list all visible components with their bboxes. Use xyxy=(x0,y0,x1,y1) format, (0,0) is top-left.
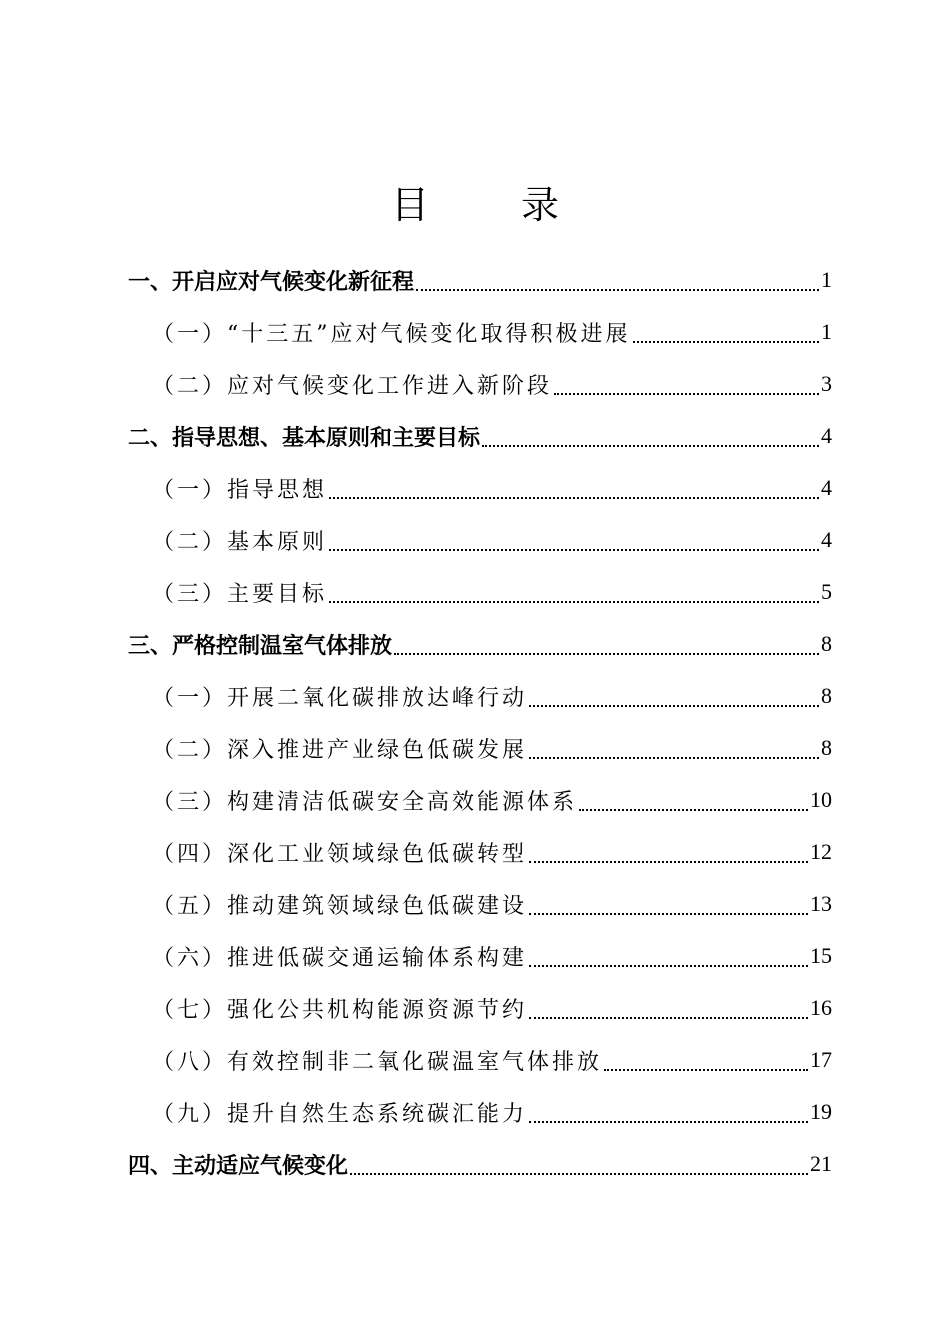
page-title: 目 录 xyxy=(390,183,600,227)
toc-page-number: 5 xyxy=(821,579,832,604)
toc-section-entry[interactable] xyxy=(128,358,832,410)
toc-page-number: 10 xyxy=(810,787,832,812)
toc-dot-leader xyxy=(529,1016,808,1019)
toc-section-entry[interactable] xyxy=(128,462,832,514)
toc-entry-title: （五）推动建筑领域绿色低碳建设 xyxy=(152,893,528,919)
table-of-contents xyxy=(128,254,832,1190)
toc-entry-title: 四、主动适应气候变化 xyxy=(128,1153,349,1179)
toc-chapter-entry[interactable] xyxy=(128,410,832,462)
toc-dot-leader xyxy=(416,288,819,291)
toc-page-number: 16 xyxy=(810,995,832,1020)
toc-dot-leader xyxy=(554,392,819,395)
toc-entry-title: （一）开展二氧化碳排放达峰行动 xyxy=(152,685,528,711)
toc-dot-leader xyxy=(529,704,819,707)
toc-dot-leader xyxy=(529,912,808,915)
toc-dot-leader xyxy=(529,964,808,967)
toc-entry-title: （二）应对气候变化工作进入新阶段 xyxy=(152,373,553,399)
toc-entry-title: （三）构建清洁低碳安全高效能源体系 xyxy=(152,789,578,815)
toc-dot-leader xyxy=(529,860,808,863)
toc-section-entry[interactable] xyxy=(128,878,832,930)
toc-page-number: 19 xyxy=(810,1099,832,1124)
toc-page-number: 4 xyxy=(821,527,832,552)
toc-page-number: 8 xyxy=(821,683,832,708)
toc-section-entry[interactable] xyxy=(128,514,832,566)
toc-entry-title: （四）深化工业领域绿色低碳转型 xyxy=(152,841,528,867)
toc-dot-leader xyxy=(633,340,820,343)
toc-dot-leader xyxy=(529,1120,808,1123)
toc-page-number: 17 xyxy=(810,1047,832,1072)
toc-dot-leader xyxy=(394,652,819,655)
toc-page-number: 8 xyxy=(821,735,832,760)
toc-dot-leader xyxy=(329,600,819,603)
toc-dot-leader xyxy=(579,808,808,811)
toc-page-number: 4 xyxy=(821,423,832,448)
toc-page-number: 13 xyxy=(810,891,832,916)
toc-section-entry[interactable] xyxy=(128,306,832,358)
toc-entry-title: （一）指导思想 xyxy=(152,477,328,503)
toc-chapter-entry[interactable] xyxy=(128,254,832,306)
toc-entry-title: （三）主要目标 xyxy=(152,581,328,607)
toc-entry-title: 三、严格控制温室气体排放 xyxy=(128,633,393,659)
toc-dot-leader xyxy=(350,1172,808,1175)
toc-section-entry[interactable] xyxy=(128,670,832,722)
toc-entry-title: （六）推进低碳交通运输体系构建 xyxy=(152,945,528,971)
toc-entry-title: （二）深入推进产业绿色低碳发展 xyxy=(152,737,528,763)
toc-entry-title: 一、开启应对气候变化新征程 xyxy=(128,269,415,295)
toc-entry-title: （八）有效控制非二氧化碳温室气体排放 xyxy=(152,1049,603,1075)
toc-dot-leader xyxy=(604,1068,808,1071)
toc-page-number: 8 xyxy=(821,631,832,656)
toc-section-entry[interactable] xyxy=(128,826,832,878)
toc-entry-title: （七）强化公共机构能源资源节约 xyxy=(152,997,528,1023)
toc-chapter-entry[interactable] xyxy=(128,1138,832,1190)
toc-section-entry[interactable] xyxy=(128,566,832,618)
toc-entry-title: （九）提升自然生态系统碳汇能力 xyxy=(152,1101,528,1127)
toc-section-entry[interactable] xyxy=(128,982,832,1034)
toc-page-number: 4 xyxy=(821,475,832,500)
toc-section-entry[interactable] xyxy=(128,722,832,774)
toc-dot-leader xyxy=(329,496,819,499)
toc-dot-leader xyxy=(482,444,819,447)
toc-dot-leader xyxy=(529,756,819,759)
toc-section-entry[interactable] xyxy=(128,930,832,982)
toc-page-number: 1 xyxy=(821,319,832,344)
toc-page-number: 3 xyxy=(821,371,832,396)
toc-page-number: 1 xyxy=(821,267,832,292)
toc-entry-title: （二）基本原则 xyxy=(152,529,328,555)
toc-section-entry[interactable] xyxy=(128,1086,832,1138)
toc-page-number: 15 xyxy=(810,943,832,968)
toc-section-entry[interactable] xyxy=(128,774,832,826)
toc-page-number: 21 xyxy=(810,1151,832,1176)
toc-entry-title: （一）“十三五”应对气候变化取得积极进展 xyxy=(152,321,631,347)
toc-dot-leader xyxy=(329,548,819,551)
toc-section-entry[interactable] xyxy=(128,1034,832,1086)
toc-chapter-entry[interactable] xyxy=(128,618,832,670)
toc-page-number: 12 xyxy=(810,839,832,864)
toc-entry-title: 二、指导思想、基本原则和主要目标 xyxy=(128,425,481,451)
